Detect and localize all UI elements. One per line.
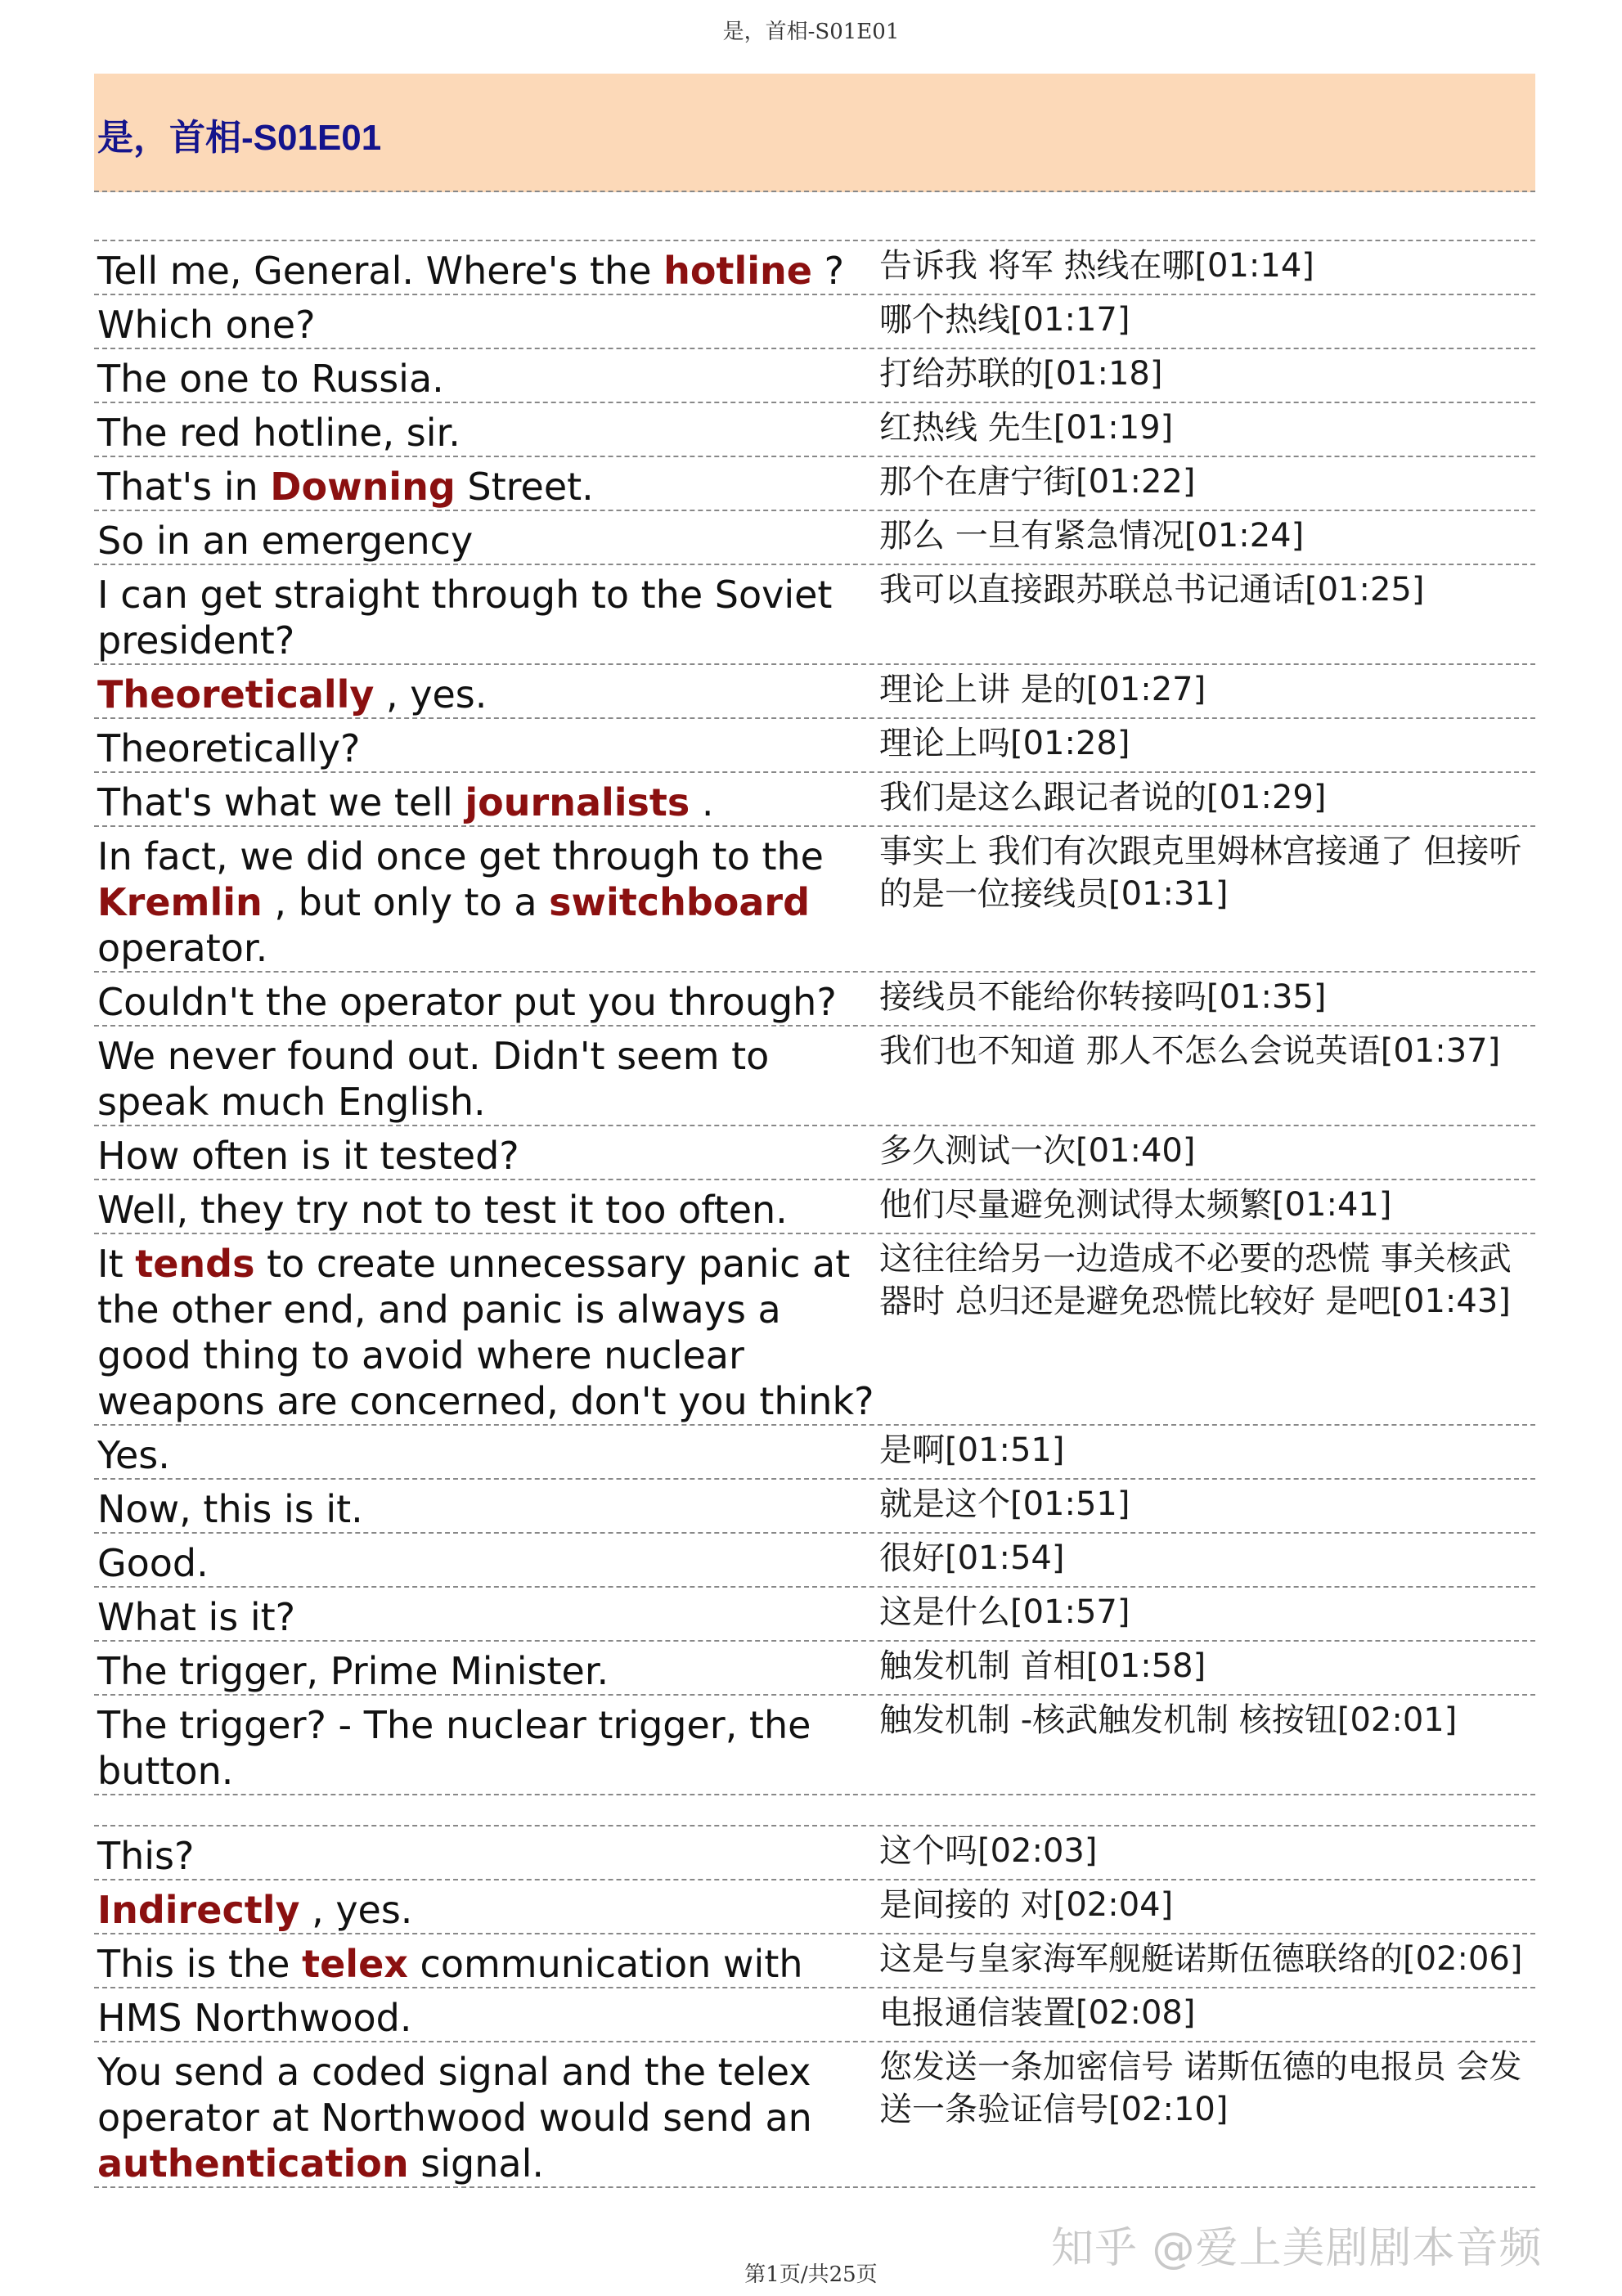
table-row bbox=[94, 827, 1535, 973]
table-row bbox=[94, 1027, 1535, 1126]
chinese-line: 触发机制 首相[01:58] bbox=[879, 1647, 1206, 1685]
english-line: In fact, we did once get through to the Kremlin , but only to a switchboard operator. bbox=[97, 834, 824, 970]
table-row bbox=[94, 773, 1535, 827]
chinese-line: 是啊[01:51] bbox=[879, 1431, 1065, 1469]
english-line: It tends to create unnecessary panic at the other end, and panic is always a good thing to avoid where nuclear weapons are concerned, don't you think? bbox=[97, 1242, 874, 1423]
chinese-line: 我可以直接跟苏联总书记通话[01:25] bbox=[879, 571, 1425, 609]
vocab-highlight: journalists bbox=[465, 780, 690, 824]
table-row bbox=[94, 1180, 1535, 1234]
chinese-line: 事实上 我们有次跟克里姆林宫接通了 但接听的是一位接线员[01:31] bbox=[879, 833, 1522, 913]
chinese-line: 这个吗[02:03] bbox=[879, 1832, 1098, 1870]
table-row bbox=[94, 1934, 1535, 1988]
table-row bbox=[94, 403, 1535, 457]
english-line: Indirectly , yes. bbox=[97, 1888, 413, 1932]
table-row bbox=[94, 349, 1535, 403]
english-line: Now, this is it. bbox=[97, 1487, 363, 1531]
document-title: 是，首相-S01E01 bbox=[97, 118, 382, 158]
table-row bbox=[94, 2042, 1535, 2188]
english-line: What is it? bbox=[97, 1595, 296, 1639]
english-line: Well, they try not to test it too often. bbox=[97, 1188, 788, 1232]
chinese-line: 打给苏联的[01:18] bbox=[879, 355, 1163, 393]
chinese-line: 多久测试一次[01:40] bbox=[879, 1132, 1196, 1170]
chinese-line: 这是与皇家海军舰艇诺斯伍德联络的[02:06] bbox=[879, 1940, 1523, 1978]
english-line: The trigger, Prime Minister. bbox=[97, 1649, 609, 1693]
vocab-highlight: authentication bbox=[97, 2141, 409, 2186]
english-line: Which one? bbox=[97, 303, 316, 347]
chinese-line: 接线员不能给你转接吗[01:35] bbox=[879, 978, 1327, 1016]
english-line: Yes. bbox=[97, 1433, 170, 1477]
chinese-line: 是间接的 对[02:04] bbox=[879, 1886, 1174, 1924]
chinese-line: 那个在唐宁街[01:22] bbox=[879, 463, 1196, 501]
chinese-line: 哪个热线[01:17] bbox=[879, 301, 1130, 339]
vocab-highlight: Kremlin bbox=[97, 880, 263, 924]
table-row bbox=[94, 241, 1535, 295]
english-line: That's in Downing Street. bbox=[97, 465, 594, 509]
chinese-line: 我们是这么跟记者说的[01:29] bbox=[879, 779, 1327, 816]
english-line: The trigger? - The nuclear trigger, the button. bbox=[97, 1703, 811, 1793]
vocab-highlight: tends bbox=[135, 1242, 255, 1286]
chinese-line: 电报通信装置[02:08] bbox=[879, 1994, 1196, 2032]
chinese-line: 告诉我 将军 热线在哪[01:14] bbox=[879, 247, 1314, 285]
table-row bbox=[94, 1126, 1535, 1180]
chinese-line: 他们尽量避免测试得太频繁[01:41] bbox=[879, 1186, 1392, 1224]
table-row bbox=[94, 1988, 1535, 2042]
english-line: Tell me, General. Where's the hotline ? bbox=[97, 249, 845, 293]
table-row bbox=[94, 973, 1535, 1027]
english-line: That's what we tell journalists . bbox=[97, 780, 714, 824]
chinese-line: 这是什么[01:57] bbox=[879, 1593, 1130, 1631]
vocab-highlight: Downing bbox=[270, 465, 456, 509]
chinese-line: 理论上吗[01:28] bbox=[879, 725, 1130, 762]
english-line: HMS Northwood. bbox=[97, 1996, 412, 2040]
english-line: So in an emergency bbox=[97, 519, 474, 563]
english-line: Couldn't the operator put you through? bbox=[97, 980, 837, 1024]
table-row bbox=[94, 295, 1535, 349]
english-line: This is the telex communication with bbox=[97, 1942, 803, 1986]
chinese-line: 那么 一旦有紧急情况[01:24] bbox=[879, 517, 1305, 555]
vocab-highlight: Theoretically bbox=[97, 672, 375, 717]
title-banner bbox=[94, 74, 1535, 192]
vocab-highlight: Indirectly bbox=[97, 1888, 300, 1932]
english-line: How often is it tested? bbox=[97, 1134, 519, 1178]
english-line: The one to Russia. bbox=[97, 357, 444, 401]
english-line: This? bbox=[97, 1834, 195, 1878]
table-row bbox=[94, 457, 1535, 511]
table-row bbox=[94, 1696, 1535, 1795]
chinese-line: 触发机制 -核武触发机制 核按钮[02:01] bbox=[879, 1701, 1458, 1739]
chinese-line: 理论上讲 是的[01:27] bbox=[879, 671, 1206, 708]
vocab-highlight: telex bbox=[302, 1942, 408, 1986]
english-line: Theoretically , yes. bbox=[97, 672, 487, 717]
table-row bbox=[94, 565, 1535, 665]
chinese-line: 红热线 先生[01:19] bbox=[879, 409, 1174, 447]
english-line: Good. bbox=[97, 1541, 209, 1585]
chinese-line: 我们也不知道 那人不怎么会说英语[01:37] bbox=[879, 1032, 1501, 1070]
chinese-line: 您发送一条加密信号 诺斯伍德的电报员 会发送一条验证信号[02:10] bbox=[879, 2048, 1522, 2128]
chinese-line: 这往往给另一边造成不必要的恐慌 事关核武器时 总归还是避免恐慌比较好 是吧[01:43] bbox=[879, 1240, 1512, 1320]
table-row bbox=[94, 719, 1535, 773]
table-row bbox=[94, 1880, 1535, 1934]
english-line: You send a coded signal and the telex operator at Northwood would send an authentication signal. bbox=[97, 2050, 812, 2186]
table-row bbox=[94, 1480, 1535, 1534]
english-line: Theoretically? bbox=[97, 726, 361, 771]
table-row bbox=[94, 1426, 1535, 1480]
table-row bbox=[94, 1825, 1535, 1880]
english-line: The red hotline, sir. bbox=[97, 411, 461, 455]
table-row bbox=[94, 511, 1535, 565]
english-line: We never found out. Didn't seem to speak much English. bbox=[97, 1034, 770, 1124]
english-line: I can get straight through to the Soviet president? bbox=[97, 573, 833, 663]
chinese-line: 很好[01:54] bbox=[879, 1539, 1065, 1577]
subtitle-table bbox=[94, 240, 1535, 2188]
vocab-highlight: switchboard bbox=[549, 880, 811, 924]
table-row bbox=[94, 1588, 1535, 1642]
vocab-highlight: hotline bbox=[663, 249, 812, 293]
table-row bbox=[94, 1234, 1535, 1426]
table-row bbox=[94, 1642, 1535, 1696]
watermark: 知乎 @爱上美剧剧本音频 bbox=[1051, 2224, 1543, 2273]
chinese-line: 就是这个[01:51] bbox=[879, 1485, 1130, 1523]
page-footer: 第1页/共25页 bbox=[744, 2262, 878, 2287]
table-row bbox=[94, 1534, 1535, 1588]
page-header: 是，首相-S01E01 bbox=[722, 20, 900, 44]
table-row bbox=[94, 665, 1535, 719]
